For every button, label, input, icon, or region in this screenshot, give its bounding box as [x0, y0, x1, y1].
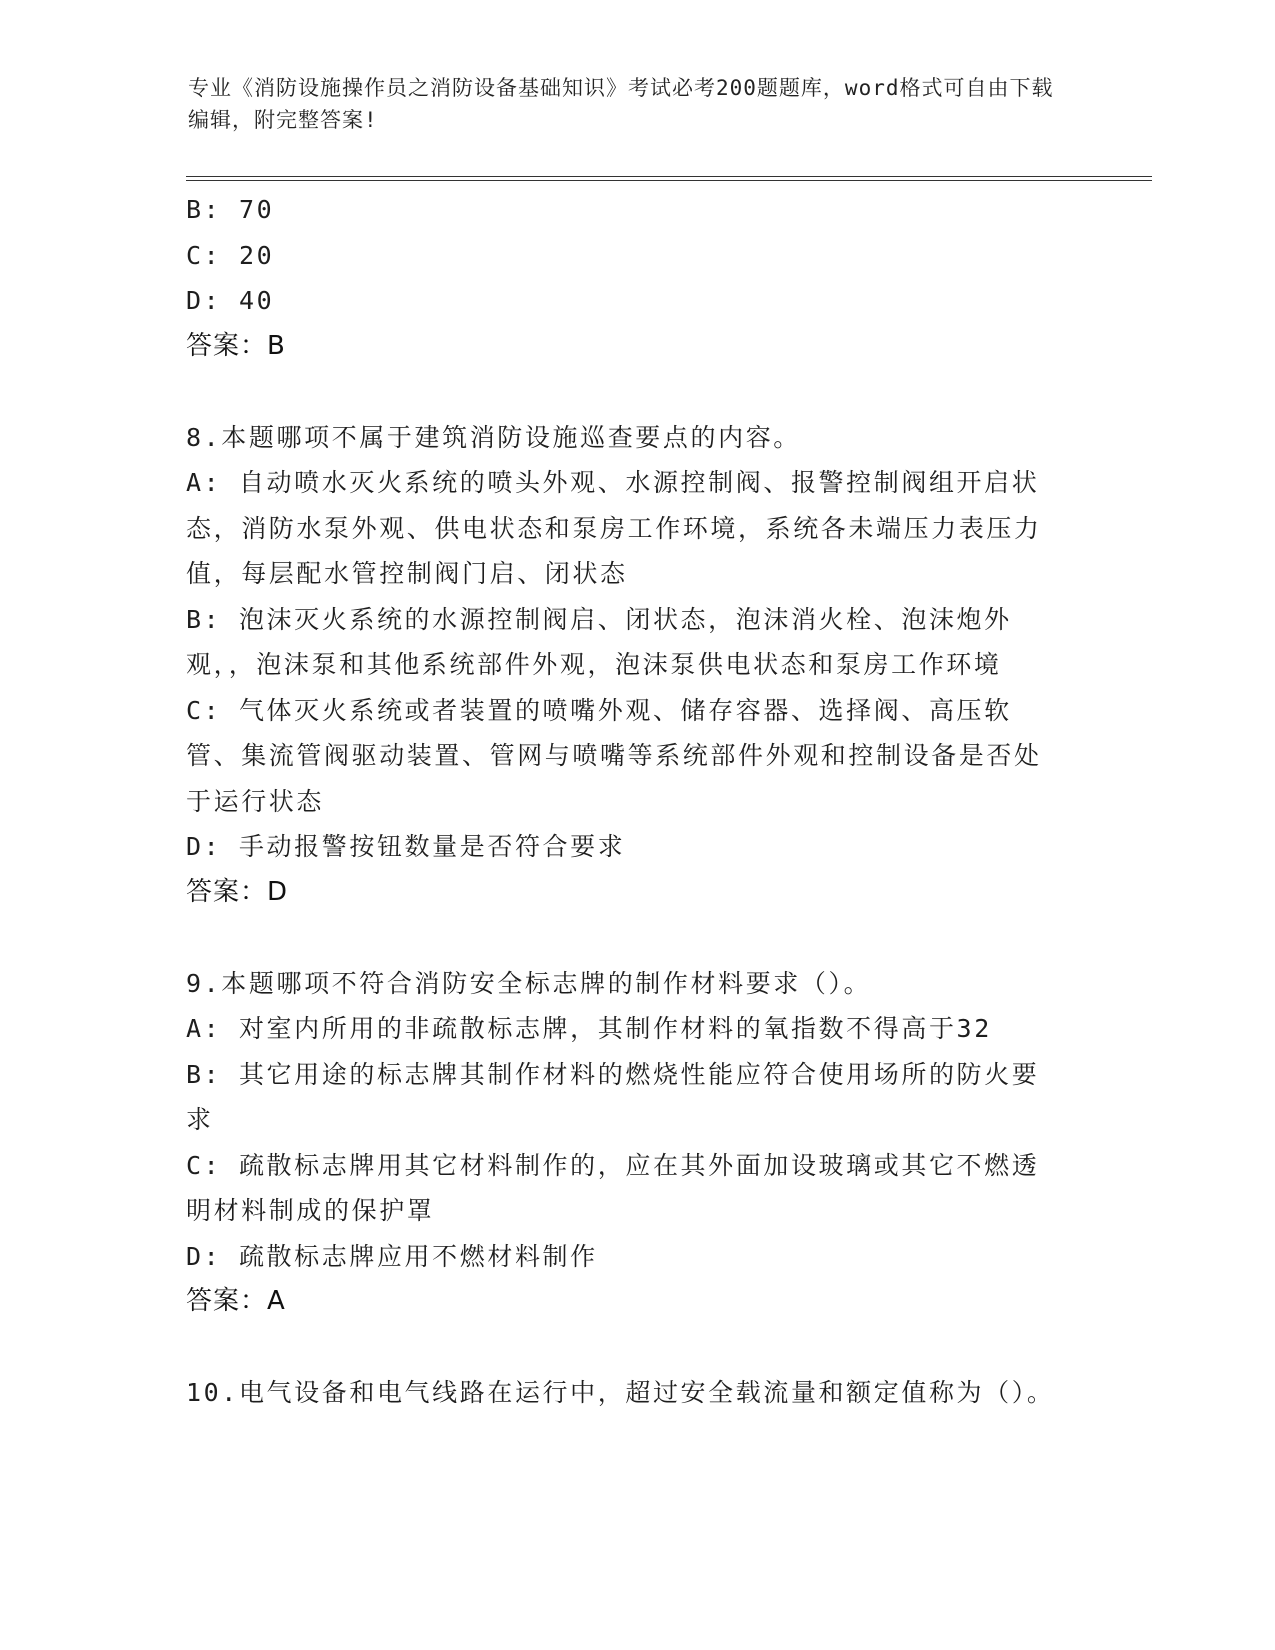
option-d: D: 疏散标志牌应用不燃材料制作 — [186, 1241, 598, 1271]
question-10 — [186, 1370, 1066, 1416]
question-content — [186, 187, 1066, 1416]
answer-label: 答案：A — [186, 1286, 286, 1316]
header-divider — [186, 176, 1152, 181]
option-b: B: 泡沫灭火系统的水源控制阀启、闭状态，泡沫消火栓、泡沫炮外观，，泡沫泵和其他系统部件外观，泡沫泵供电状态和泵房工作环境 — [186, 604, 1012, 679]
question-stem: 10.电气设备和电气线路在运行中，超过安全载流量和额定值称为（）。 — [186, 1378, 1055, 1407]
previous-question-block — [186, 187, 1066, 369]
answer-label: 答案：B — [186, 330, 286, 361]
question-stem: 9.本题哪项不符合消防安全标志牌的制作材料要求（）。 — [186, 968, 872, 998]
spacer — [186, 369, 1066, 415]
option-c: C: 20 — [186, 240, 275, 270]
question-8 — [186, 415, 1066, 916]
option-b: B: 70 — [186, 195, 275, 224]
spacer — [186, 1325, 1066, 1371]
option-d: D: 手动报警按钮数量是否符合要求 — [186, 832, 626, 861]
question-stem: 8.本题哪项不属于建筑消防设施巡查要点的内容。 — [186, 422, 801, 452]
option-c: C: 气体灭火系统或者装置的喷嘴外观、储存容器、选择阀、高压软管、集流管阀驱动装置、管网与喷嘴等系统部件外观和控制设备是否处于运行状态 — [186, 695, 1042, 816]
option-a: A: 对室内所用的非疏散标志牌，其制作材料的氧指数不得高于32 — [186, 1014, 992, 1043]
question-9 — [186, 961, 1066, 1325]
answer-label: 答案：D — [186, 876, 289, 907]
page-header: 专业《消防设施操作员之消防设备基础知识》考试必考200题题库，word格式可自由下载编辑，附完整答案! — [188, 76, 1054, 132]
option-c: C: 疏散标志牌用其它材料制作的，应在其外面加设玻璃或其它不燃透明材料制成的保护罩 — [186, 1150, 1040, 1225]
option-d: D: 40 — [186, 286, 275, 315]
option-b: B: 其它用途的标志牌其制作材料的燃烧性能应符合使用场所的防火要求 — [186, 1059, 1040, 1134]
option-a: A: 自动喷水灭火系统的喷头外观、水源控制阀、报警控制阀组开启状态，消防水泵外观、供电状态和泵房工作环境，系统各未端压力表压力值，每层配水管控制阀门启、闭状态 — [186, 468, 1042, 588]
spacer — [186, 915, 1066, 961]
